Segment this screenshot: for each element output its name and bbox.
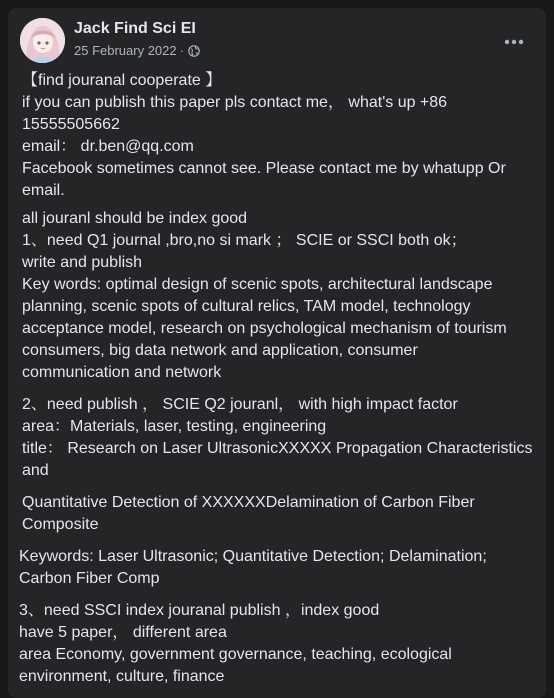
text-line: 2、need publish ， SCIE Q2 jouranl， with high impact factor — [22, 396, 458, 413]
text-line: Keywords: Laser Ultrasonic; Quantitative Detection; Delamination; — [19, 548, 487, 565]
paragraph-keywords — [19, 546, 538, 590]
post-header — [20, 18, 534, 66]
avatar-image — [20, 18, 65, 63]
text-line: and — [22, 462, 49, 479]
text-line: Key words: optimal design of scenic spots, architectural landscape — [22, 276, 493, 293]
text-line: title： Research on Laser UltrasonicXXXXX Propagation Characteristics — [22, 440, 533, 457]
text-line: Quantitative Detection of XXXXXXDelamination of Carbon Fiber — [22, 494, 475, 511]
text-line: area Economy, government governance, teaching, ecological — [19, 646, 452, 663]
paragraph-requirement-2 — [22, 394, 538, 482]
text-line: consumers, big data network and application, consumer — [22, 342, 418, 359]
text-line: environment, culture, finance — [19, 668, 225, 685]
text-line: 【find jouranal cooperate 】 — [22, 72, 222, 89]
paragraph-contact — [22, 70, 538, 202]
text-line: Composite — [22, 516, 99, 533]
avatar[interactable] — [20, 18, 65, 63]
text-line: area：Materials, laser, testing, engineering — [22, 418, 327, 435]
text-line: Carbon Fiber Comp — [19, 570, 160, 587]
meta-separator: · — [179, 43, 184, 58]
text-line: acceptance model, research on psychological mechanism of tourism — [22, 320, 507, 337]
text-line: Facebook sometimes cannot see. Please contact me by whatupp Or — [22, 160, 506, 177]
text-line: 1、need Q1 journal ,bro,no si mark ； SCIE or SSCI both ok； — [22, 232, 467, 249]
post-meta — [74, 43, 200, 58]
paragraph-requirement-3 — [19, 600, 538, 688]
more-dots-icon — [504, 39, 524, 45]
more-options-button[interactable] — [498, 30, 530, 54]
text-line: email. — [22, 182, 65, 199]
author-name[interactable]: Jack Find Sci EI — [74, 20, 196, 37]
text-line: planning, scenic spots of cultural relics, TAM model, technology — [22, 298, 471, 315]
text-line: have 5 paper， different area — [19, 624, 227, 641]
text-line: if you can publish this paper pls contact me， what's up +86 — [22, 94, 448, 111]
text-line: communication and network — [22, 364, 222, 381]
post-card — [8, 8, 546, 698]
globe-icon[interactable] — [188, 45, 200, 57]
text-line: write and publish — [22, 254, 143, 271]
text-line: all jouranl should be index good — [22, 210, 248, 227]
paragraph-requirement-1 — [22, 208, 538, 384]
text-line: 15555505662 — [22, 116, 120, 133]
post-body — [19, 70, 538, 694]
post-date[interactable]: 25 February 2022 — [74, 43, 177, 58]
text-line: email： dr.ben@qq.com — [22, 138, 194, 155]
paragraph-title-cont — [22, 492, 538, 536]
text-line: 3、need SSCI index jouranal publish ，index good — [19, 602, 380, 619]
